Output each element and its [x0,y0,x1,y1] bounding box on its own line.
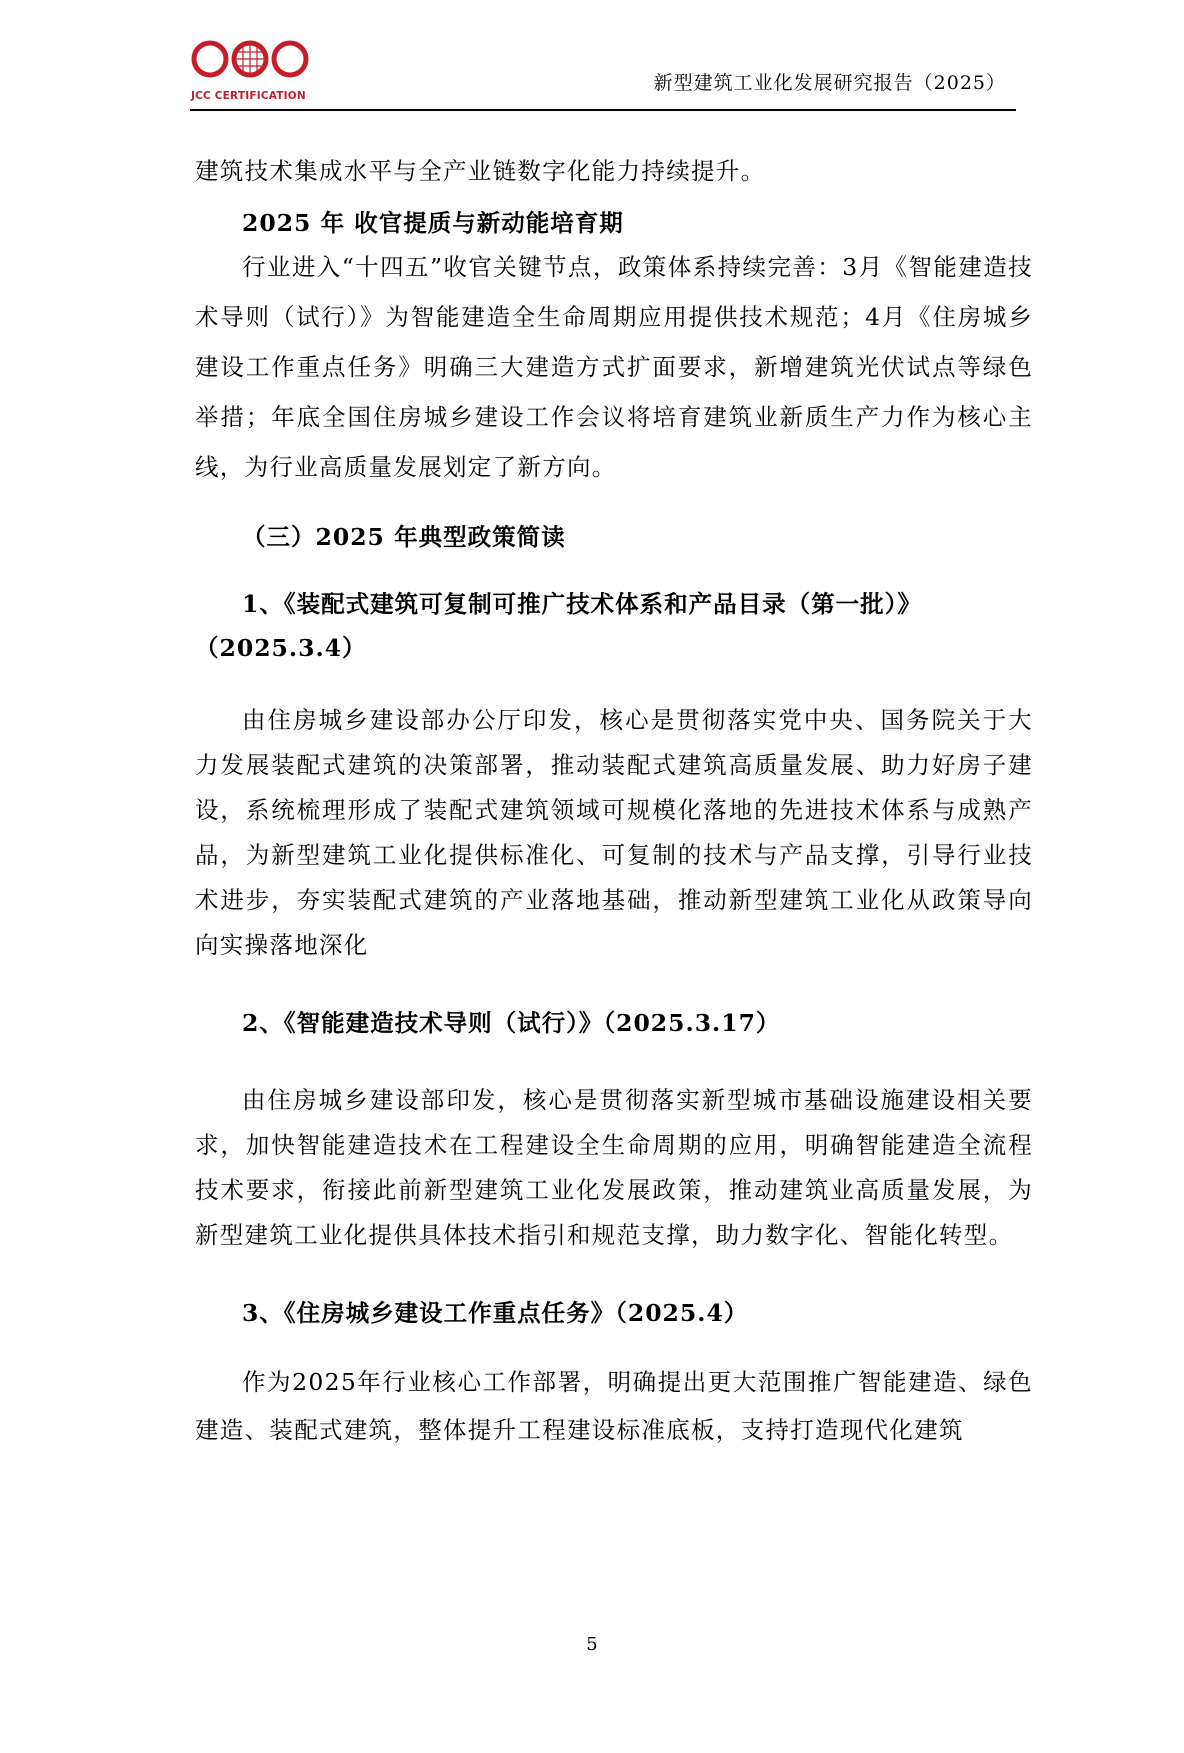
policy-1-title: 1、《装配式建筑可复制可推广技术体系和产品目录（第一批）》 [242,590,922,618]
paragraph-continued: 建筑技术集成水平与全产业链数字化能力持续提升。 [195,157,766,185]
page-header [190,28,1016,112]
policy-2-body: 由住房城乡建设部印发，核心是贯彻落实新型城市基础设施建设相关要求，加快智能建造技术在工程建设全生命周期的应用，明确智能建造全流程技术要求，衔接此前新型建筑工业化发展政策，推动建筑业高质量发展，为新型建筑工业化提供具体技术指引和规范支撑，助力数字化、智能化转型。 [195,1086,1033,1249]
policy-2-title: 2、《智能建造技术导则（试行）》（2025.3.17） [242,1009,781,1037]
subheading-2025: 2025 年 收官提质与新动能培育期 [242,209,624,237]
page-content [195,146,1033,1454]
section-heading: （三）2025 年典型政策简读 [242,523,566,551]
jcc-logo [190,34,310,104]
paragraph-2025: 行业进入“十四五”收官关键节点，政策体系持续完善：3月《智能建造技术导则（试行）》为智能建造全生命周期应用提供技术规范；4月《住房城乡建设工作重点任务》明确三大建造方式扩面要求，新增建筑光伏试点等绿色举措；年底全国住房城乡建设工作会议将培育建筑业新质生产力作为核心主线，为行业高质量发展划定了新方向。 [195,253,1033,481]
policy-3-body: 作为2025年行业核心工作部署，明确提出更大范围推广智能建造、绿色建造、装配式建筑，整体提升工程建设标准底板，支持打造现代化建筑 [195,1368,1033,1444]
logo-text: JCC CERTIFICATION [191,90,306,102]
policy-1-date: （2025.3.4） [195,634,367,662]
page-number: 5 [586,1634,598,1655]
report-title: 新型建筑工业化发展研究报告（2025） [653,72,1006,94]
policy-3-title: 3、《住房城乡建设工作重点任务》（2025.4） [242,1299,749,1327]
jcc-logo-rings-icon [190,34,310,90]
policy-1-body: 由住房城乡建设部办公厅印发，核心是贯彻落实党中央、国务院关于大力发展装配式建筑的决策部署，推动装配式建筑高质量发展、助力好房子建设，系统梳理形成了装配式建筑领域可规模化落地的先进技术体系与成熟产品，为新型建筑工业化提供标准化、可复制的技术与产品支撑，引导行业技术进步，夯实装配式建筑的产业落地基础，推动新型建筑工业化从政策导向向实操落地深化 [195,706,1033,959]
header-divider [190,109,1016,111]
